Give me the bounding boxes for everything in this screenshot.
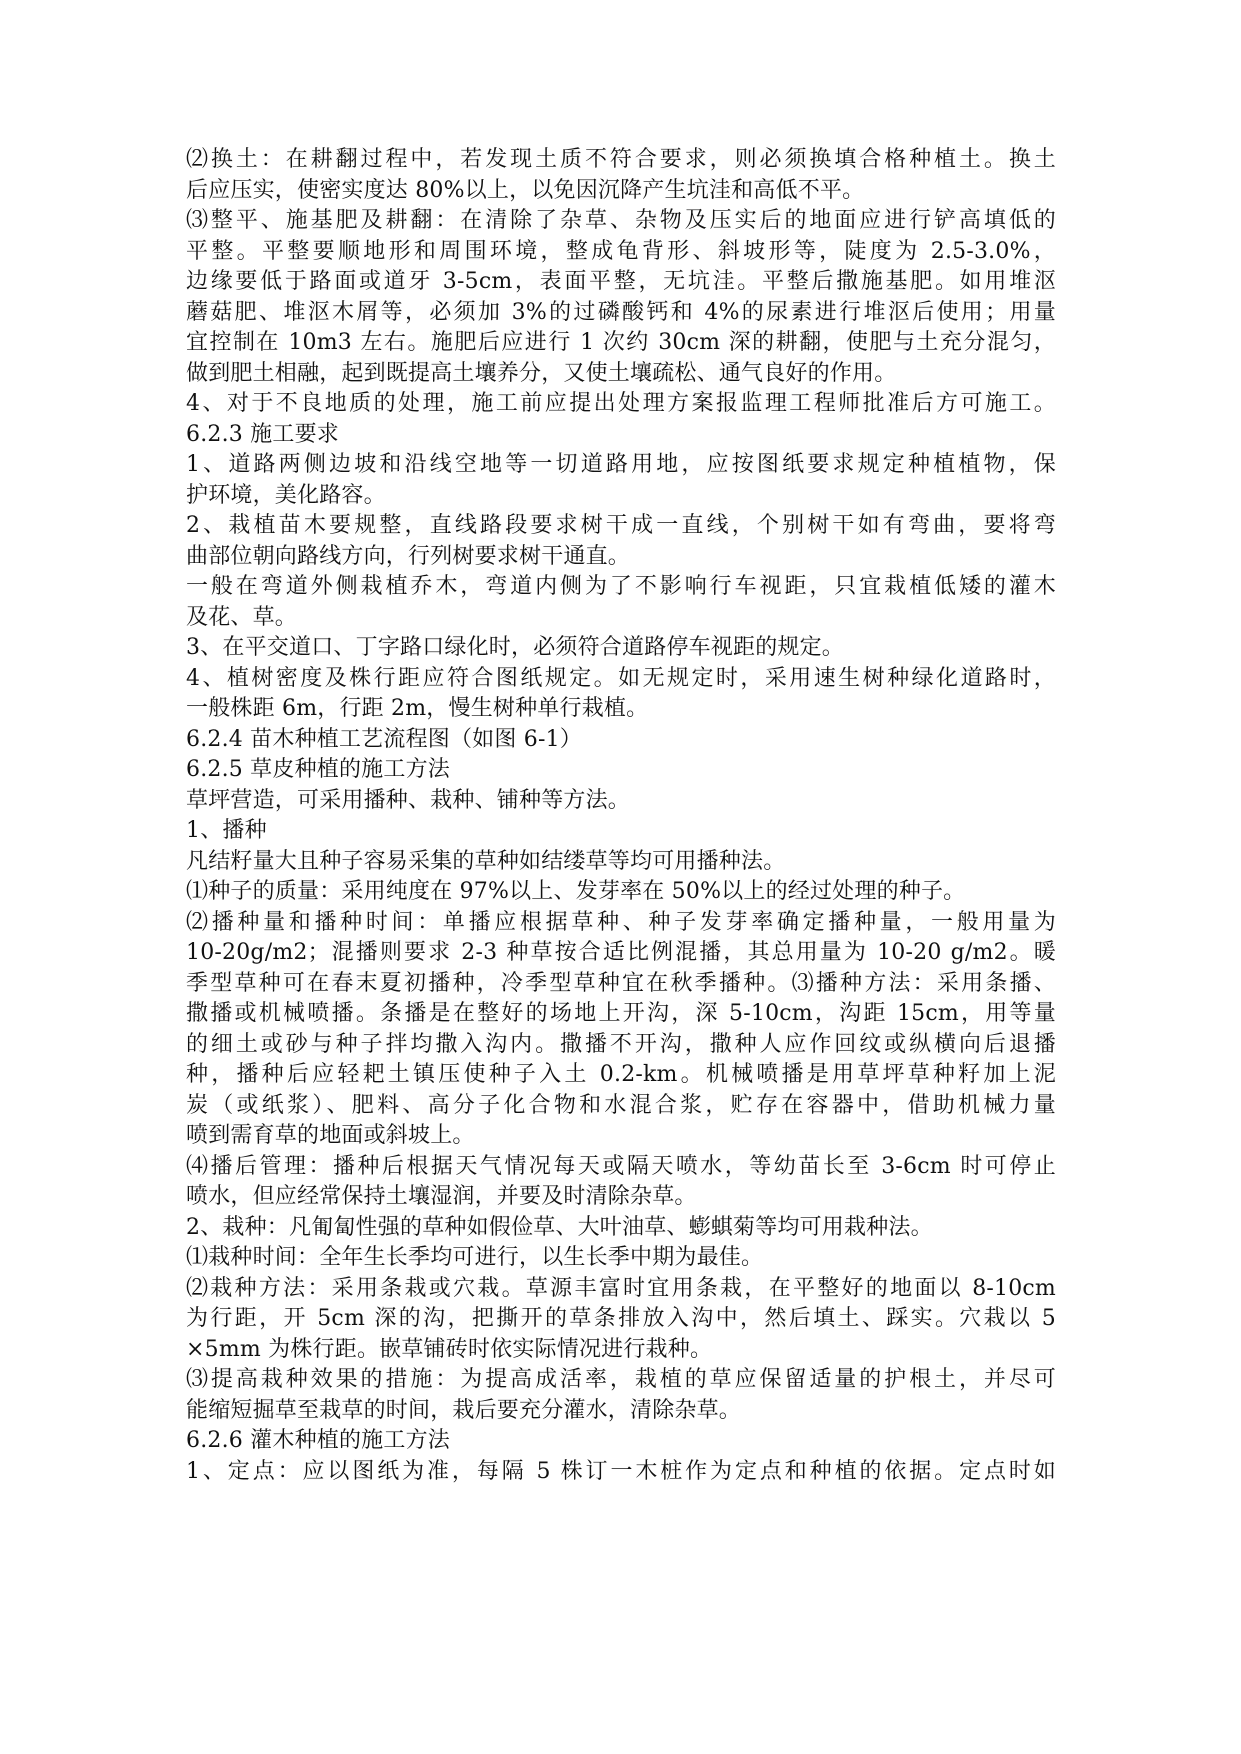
text-line: 2、栽植苗木要规整，直线路段要求树干成一直线，个别树干如有弯曲，要将弯 bbox=[186, 513, 1056, 538]
text-line: 6.2.3 施工要求 bbox=[186, 421, 339, 447]
text-line: 喷水，但应经常保持土壤湿润，并要及时清除杂草。 bbox=[186, 1184, 697, 1209]
text-line: 护环境，美化路容。 bbox=[186, 482, 386, 508]
text-line: 曲部位朝向路线方向，行列树要求树干通直。 bbox=[186, 543, 631, 569]
text-line: 一般在弯道外侧栽植乔木，弯道内侧为了不影响行车视距，只宜栽植低矮的灌木 bbox=[186, 574, 1056, 599]
text-line: 平整。平整要顺地形和周围环境，整成龟背形、斜坡形等，陡度为 2.5-3.0%， bbox=[186, 238, 1056, 264]
text-line: 宜控制在 10m3 左右。施肥后应进行 1 次约 30cm 深的耕翻，使肥与土充分混匀， bbox=[186, 330, 1056, 355]
text-line: 后应压实，使密实度达 80%以上，以免因沉降产生坑洼和高低不平。 bbox=[186, 177, 865, 203]
text-line: 6.2.5 草皮种植的施工方法 bbox=[186, 757, 450, 782]
text-line: 1、道路两侧边坡和沿线空地等一切道路用地，应按图纸要求规定种植植物，保 bbox=[186, 452, 1056, 477]
text-line: 及花、草。 bbox=[186, 604, 298, 630]
text-line: 1、播种 bbox=[186, 818, 267, 843]
text-line: 一般株距 6m，行距 2m，慢生树种单行栽植。 bbox=[186, 696, 649, 721]
text-line: 凡结籽量大且种子容易采集的草种如结缕草等均可用播种法。 bbox=[186, 848, 786, 874]
text-line: 6.2.6 灌木种植的施工方法 bbox=[186, 1428, 450, 1453]
text-line: ⑵播种量和播种时间：单播应根据草种、种子发芽率确定播种量，一般用量为 bbox=[186, 909, 1056, 935]
text-line: 4、对于不良地质的处理，施工前应提出处理方案报监理工程师批准后方可施工。 bbox=[186, 391, 1056, 416]
text-line: 蘑菇肥、堆沤木屑等，必须加 3%的过磷酸钙和 4%的尿素进行堆沤后使用；用量 bbox=[186, 299, 1056, 325]
text-line: 4、植树密度及株行距应符合图纸规定。如无规定时，采用速生树种绿化道路时， bbox=[186, 665, 1056, 691]
text-line: 季型草种可在春末夏初播种，冷季型草种宜在秋季播种。⑶播种方法：采用条播、 bbox=[186, 970, 1056, 996]
document-page bbox=[186, 145, 1056, 1487]
text-line: 2、栽种：凡匍匐性强的草种如假俭草、大叶油草、蟛蜞菊等均可用栽种法。 bbox=[186, 1214, 933, 1240]
text-line: 为行距，开 5cm 深的沟，把撕开的草条排放入沟中，然后填土、踩实。穴栽以 5 bbox=[186, 1306, 1056, 1331]
text-line: 10-20g/m2；混播则要求 2-3 种草按合适比例混播，其总用量为 10-20 g/m2。暖 bbox=[186, 940, 1056, 965]
text-line: 能缩短掘草至栽草的时间，栽后要充分灌水，清除杂草。 bbox=[186, 1397, 742, 1423]
text-line: ⑶提高栽种效果的措施：为提高成活率，栽植的草应保留适量的护根土，并尽可 bbox=[186, 1367, 1056, 1392]
text-line: 的细土或砂与种子拌均撒入沟内。撒播不开沟，撒种人应作回纹或纵横向后退播 bbox=[186, 1031, 1056, 1057]
text-line: ⑴种子的质量：采用纯度在 97%以上、发芽率在 50%以上的经过处理的种子。 bbox=[186, 879, 966, 904]
text-line: 3、在平交道口、丁字路口绿化时，必须符合道路停车视距的规定。 bbox=[186, 635, 844, 660]
text-line: 撒播或机械喷播。条播是在整好的场地上开沟，深 5-10cm，沟距 15cm，用等量 bbox=[186, 1001, 1056, 1026]
text-line: 炭（或纸浆）、肥料、高分子化合物和水混合浆，贮存在容器中，借助机械力量 bbox=[186, 1092, 1056, 1118]
text-line: ×5mm 为株行距。嵌草铺砖时依实际情况进行栽种。 bbox=[186, 1336, 713, 1362]
text-line: 喷到需育草的地面或斜坡上。 bbox=[186, 1123, 475, 1148]
text-line: ⑴栽种时间：全年生长季均可进行，以生长季中期为最佳。 bbox=[186, 1245, 764, 1270]
text-line: 种，播种后应轻耙土镇压使种子入土 0.2-km。机械喷播是用草坪草种籽加上泥 bbox=[186, 1062, 1056, 1087]
text-line: 1、定点：应以图纸为准，每隔 5 株订一木桩作为定点和种植的依据。定点时如 bbox=[186, 1458, 1056, 1484]
text-line: ⑶整平、施基肥及耕翻：在清除了杂草、杂物及压实后的地面应进行铲高填低的 bbox=[186, 208, 1056, 233]
text-line: ⑵栽种方法：采用条栽或穴栽。草源丰富时宜用条栽，在平整好的地面以 8-10cm bbox=[186, 1275, 1056, 1301]
text-line: 6.2.4 苗木种植工艺流程图（如图 6-1） bbox=[186, 726, 582, 752]
text-line: 边缘要低于路面或道牙 3-5cm，表面平整，无坑洼。平整后撒施基肥。如用堆沤 bbox=[186, 269, 1056, 294]
text-line: ⑷播后管理：播种后根据天气情况每天或隔天喷水，等幼苗长至 3-6cm 时可停止 bbox=[186, 1153, 1056, 1179]
text-line: 草坪营造，可采用播种、栽种、铺种等方法。 bbox=[186, 787, 631, 813]
text-line: 做到肥土相融，起到既提高土壤养分，又使土壤疏松、通气良好的作用。 bbox=[186, 360, 897, 386]
text-line: ⑵换土：在耕翻过程中，若发现土质不符合要求，则必须换填合格种植土。换土 bbox=[186, 147, 1056, 172]
